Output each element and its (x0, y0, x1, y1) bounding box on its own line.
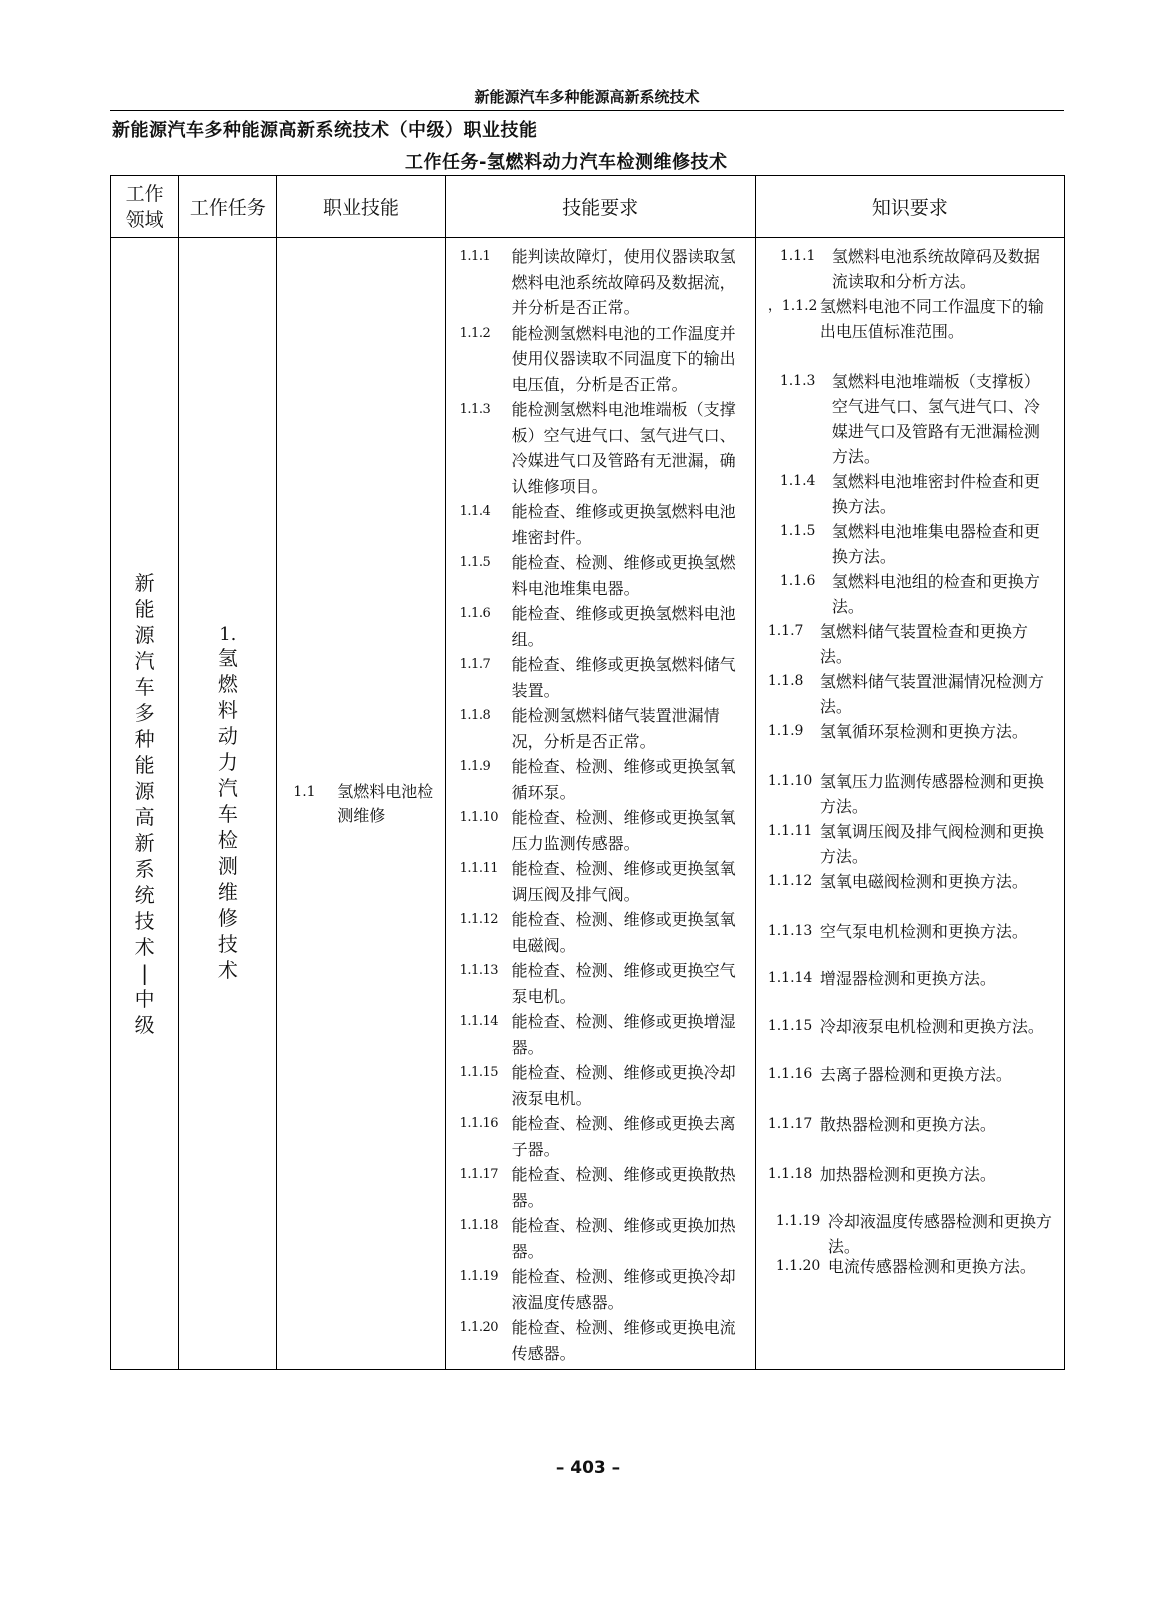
skill-requirement-number: 1.1.3 (459, 402, 491, 417)
skill-requirement-item (446, 1060, 755, 1111)
knowledge-requirement-text: 去离子器检测和更换方法。 (819, 1065, 1012, 1084)
work-task-char: 维 (217, 880, 238, 904)
skill-requirement-item (446, 321, 755, 398)
skill-cell (277, 238, 445, 1370)
knowledge-requirement-text: 氢燃料电池堆密封件检查和更换方法。 (831, 472, 1040, 516)
skill-requirement-number: 1.1.10 (459, 810, 498, 825)
knowledge-requirement-text: 氢燃料电池系统故障码及数据流读取和分析方法。 (831, 247, 1040, 291)
knowledge-requirement-number: 1.1.9 (767, 723, 804, 739)
knowledge-requirement-text: 冷却液温度传感器检测和更换方法。 (827, 1212, 1052, 1256)
skill-requirement-number: 1.1.9 (459, 759, 491, 774)
skill-requirement-text: 能检查、检测、维修或更换氢燃料电池堆集电器。 (511, 553, 736, 598)
work-task-char: 技 (217, 932, 238, 956)
work-area-char: 源 (134, 622, 155, 647)
knowledge-requirement-item (768, 294, 1060, 344)
table-row (111, 238, 1065, 1370)
knowledge-requirement-item (768, 819, 1060, 869)
header-skill-requirements: 技能要求 (445, 176, 755, 238)
task-number: 1. (219, 624, 237, 645)
knowledge-requirement-text: 氢氧压力监测传感器检测和更换方法。 (819, 772, 1044, 816)
header-knowledge-requirements: 知识要求 (755, 176, 1064, 238)
work-task-char: 力 (217, 750, 238, 774)
work-area-cell (111, 238, 179, 1370)
knowledge-requirement-number: 1.1.14 (767, 970, 813, 986)
knowledge-requirement-text: 电流传感器检测和更换方法。 (827, 1257, 1036, 1276)
work-area-char: 新 (134, 830, 155, 855)
knowledge-requirements-cell (755, 238, 1064, 1370)
knowledge-requirement-item (768, 769, 1060, 819)
skill-requirement-text: 能检查、检测、维修或更换氢氧电磁阀。 (511, 910, 736, 955)
skill-requirement-number: 1.1.17 (459, 1167, 498, 1182)
work-area-char: 源 (134, 778, 155, 803)
skill-requirement-number: 1.1.4 (459, 504, 491, 519)
skill-requirement-item (446, 1315, 755, 1366)
knowledge-requirement-text: 氢燃料电池组的检查和更换方法。 (831, 572, 1040, 616)
skill-requirement-text: 能检查、检测、维修或更换电流传感器。 (511, 1318, 736, 1363)
work-area-char: 高 (134, 804, 155, 829)
skill-requirement-number: 1.1.19 (459, 1269, 498, 1284)
skill-requirement-text: 能检测氢燃料电池堆端板（支撑板）空气进气口、氢气进气口、冷媒进气口及管路有无泄漏，确认维修项目。 (511, 400, 736, 496)
header-work-area-line1: 工作 (125, 182, 164, 205)
header-work-task: 工作任务 (179, 176, 277, 238)
knowledge-requirement-item (780, 569, 1060, 619)
skill-requirement-text: 能检查、检测、维修或更换氢氧调压阀及排气阀。 (511, 859, 736, 904)
skill-requirement-number: 1.1.8 (459, 708, 491, 723)
knowledge-requirement-item (768, 919, 1060, 944)
skill-requirement-text: 能检查、检测、维修或更换增湿器。 (511, 1012, 736, 1057)
work-task-char: 动 (217, 724, 238, 748)
knowledge-requirement-item (768, 669, 1060, 719)
skill-requirement-text: 能检查、检测、维修或更换加热器。 (511, 1216, 736, 1261)
skill-requirement-number: 1.1.2 (459, 325, 491, 341)
work-task-char: 汽 (217, 776, 238, 800)
work-area-char: 技 (134, 908, 155, 933)
skill-requirement-number: 1.1.5 (459, 555, 491, 570)
knowledge-requirement-number: 1.1.15 (767, 1018, 813, 1034)
skill-requirement-item (446, 754, 755, 805)
knowledge-requirement-text: 增湿器检测和更换方法。 (819, 969, 996, 988)
page-number: – 403 – (555, 1458, 621, 1478)
knowledge-requirement-item (768, 869, 1060, 894)
work-area-char: 能 (134, 596, 155, 621)
skill-requirement-item (446, 499, 755, 550)
knowledge-requirement-item (780, 519, 1060, 569)
knowledge-requirement-item (768, 966, 1060, 991)
task-title: 工作任务-氢燃料动力汽车检测维修技术 (405, 152, 728, 173)
knowledge-requirement-item (780, 244, 1060, 294)
knowledge-requirement-number: 1.1.18 (767, 1166, 813, 1182)
skill-requirement-item (446, 550, 755, 601)
knowledge-requirement-text: 空气泵电机检测和更换方法。 (819, 922, 1028, 941)
skill-requirement-text: 能检查、检测、维修或更换去离子器。 (511, 1114, 736, 1159)
skill-requirement-number: 1.1.14 (459, 1014, 498, 1029)
knowledge-requirement-text: 氢燃料储气装置泄漏情况检测方法。 (819, 672, 1044, 716)
knowledge-requirement-number: 1.1.12 (767, 873, 813, 889)
work-task-char: 测 (217, 854, 238, 878)
knowledge-requirement-item (780, 369, 1060, 469)
skill-requirement-text: 能检查、检测、维修或更换散热器。 (511, 1165, 736, 1210)
work-task-char: 修 (217, 906, 238, 930)
skill-requirement-text: 能检查、检测、维修或更换空气泵电机。 (511, 961, 736, 1006)
skill-requirement-text: 能检查、维修或更换氢燃料储气装置。 (511, 655, 736, 700)
knowledge-requirement-number: 1.1.11 (767, 823, 813, 839)
skill-requirement-item (446, 397, 755, 499)
knowledge-requirement-text: 氢氧调压阀及排气阀检测和更换方法。 (819, 822, 1044, 866)
skill-requirement-number: 1.1.18 (459, 1218, 498, 1233)
work-task-char: 术 (217, 958, 238, 982)
knowledge-requirement-number: 1.1.4 (779, 473, 816, 489)
header-work-area-line2: 领域 (125, 208, 164, 231)
work-task-char: 车 (217, 802, 238, 826)
knowledge-requirement-number: 1.1.13 (767, 923, 813, 939)
knowledge-requirement-text: 氢燃料电池堆集电器检查和更换方法。 (831, 522, 1040, 566)
work-task-char: 燃 (217, 672, 238, 696)
skill-requirement-item (446, 856, 755, 907)
work-area-char: 系 (134, 856, 155, 881)
knowledge-requirement-item (768, 719, 1060, 744)
skill-requirements-cell (445, 238, 755, 1370)
knowledge-requirement-number: 1.1.10 (767, 773, 813, 789)
work-area-char: | (141, 960, 149, 985)
work-area-char: 新 (134, 570, 155, 595)
skill-requirement-number: 1.1.12 (459, 912, 498, 927)
work-area-vertical-text (133, 570, 157, 1038)
skill-requirement-number: 1.1.13 (459, 963, 498, 978)
skill-requirement-number: 1.1.11 (459, 861, 498, 876)
knowledge-requirement-item (780, 469, 1060, 519)
knowledge-requirement-item (768, 1112, 1060, 1137)
work-task-cell (179, 238, 277, 1370)
work-task-char: 氢 (217, 646, 238, 670)
knowledge-requirement-number: ，1.1.2 (767, 298, 818, 314)
skill-requirement-text: 能检查、检测、维修或更换冷却液温度传感器。 (511, 1267, 736, 1312)
skill-requirement-item (446, 958, 755, 1009)
work-task-char: 料 (217, 698, 238, 722)
knowledge-requirement-number: 1.1.3 (779, 373, 816, 389)
skill-requirement-item (446, 244, 755, 321)
knowledge-requirement-text: 氢燃料电池堆端板（支撑板）空气进气口、氢气进气口、冷媒进气口及管路有无泄漏检测方法。 (831, 372, 1040, 466)
knowledge-requirement-item (776, 1254, 1060, 1279)
skill-requirement-item (446, 805, 755, 856)
knowledge-requirement-number: 1.1.6 (779, 573, 816, 589)
skill-requirement-text: 能检测氢燃料电池的工作温度并使用仪器读取不同温度下的输出电压值，分析是否正常。 (511, 323, 736, 394)
knowledge-requirement-text: 氢燃料储气装置检查和更换方法。 (819, 622, 1028, 666)
skill-requirement-item (446, 1111, 755, 1162)
knowledge-requirement-text: 冷却液泵电机检测和更换方法。 (819, 1017, 1044, 1036)
work-area-char: 统 (134, 882, 155, 907)
work-area-char: 术 (134, 934, 155, 959)
skill-number: 1.1 (293, 783, 316, 800)
skill-requirement-item (446, 703, 755, 754)
document-title: 新能源汽车多种能源高新系统技术（中级）职业技能 (112, 120, 538, 141)
knowledge-requirement-text: 散热器检测和更换方法。 (819, 1115, 996, 1134)
knowledge-requirement-text: 氢氧电磁阀检测和更换方法。 (819, 872, 1028, 891)
skill-requirement-number: 1.1.15 (459, 1065, 498, 1080)
knowledge-requirement-item (776, 1209, 1060, 1259)
skill-requirement-item (446, 907, 755, 958)
knowledge-requirement-number: 1.1.20 (775, 1258, 821, 1274)
skill-requirement-text: 能检测氢燃料储气装置泄漏情况，分析是否正常。 (511, 706, 720, 751)
skill-requirement-text: 能检查、检测、维修或更换氢氧压力监测传感器。 (511, 808, 736, 853)
skill-requirement-text: 能检查、维修或更换氢燃料电池堆密封件。 (511, 502, 736, 547)
header-rule (110, 110, 1064, 111)
skill-requirement-item (446, 601, 755, 652)
work-area-char: 能 (134, 752, 155, 777)
skill-requirement-number: 1.1.7 (459, 657, 491, 672)
header-skill: 职业技能 (277, 176, 445, 238)
knowledge-requirement-item (768, 1162, 1060, 1187)
knowledge-requirement-item (768, 1014, 1060, 1039)
skill-requirement-text: 能检查、检测、维修或更换氢氧循环泵。 (511, 757, 736, 802)
work-area-char: 中 (134, 986, 155, 1011)
work-area-char: 种 (134, 726, 155, 751)
skill-requirement-item (446, 1213, 755, 1264)
header-work-area (111, 176, 179, 238)
skill-requirement-item (446, 1162, 755, 1213)
skill-requirement-number: 1.1.1 (459, 249, 491, 264)
skill-label: 氢燃料电池检测维修 (337, 781, 434, 825)
knowledge-requirement-text: 氢氧循环泵检测和更换方法。 (819, 722, 1028, 741)
work-area-char: 级 (134, 1012, 155, 1037)
knowledge-requirement-item (768, 619, 1060, 669)
skill-requirement-text: 能检查、检测、维修或更换冷却液泵电机。 (511, 1063, 736, 1108)
work-area-char: 汽 (134, 648, 155, 673)
work-task-char: 检 (217, 828, 238, 852)
knowledge-requirement-number: 1.1.7 (767, 623, 804, 639)
skill-requirement-text: 能检查、维修或更换氢燃料电池组。 (511, 604, 736, 649)
knowledge-requirement-number: 1.1.16 (767, 1066, 813, 1082)
skill-requirement-item (446, 1009, 755, 1060)
skill-requirement-item (446, 652, 755, 703)
skill-requirement-item (446, 1264, 755, 1315)
knowledge-requirement-text: 加热器检测和更换方法。 (819, 1165, 996, 1184)
skills-table (110, 175, 1065, 1370)
knowledge-requirement-number: 1.1.17 (767, 1116, 813, 1132)
table-header-row (111, 176, 1065, 238)
knowledge-requirement-number: 1.1.19 (775, 1213, 821, 1229)
knowledge-requirement-number: 1.1.8 (767, 673, 804, 689)
skill-requirement-text: 能判读故障灯，使用仪器读取氢燃料电池系统故障码及数据流，并分析是否正常。 (511, 247, 736, 317)
knowledge-requirement-item (768, 1062, 1060, 1087)
skill-requirement-number: 1.1.16 (459, 1116, 498, 1131)
skill-requirement-number: 1.1.6 (459, 606, 491, 621)
running-header: 新能源汽车多种能源高新系统技术 (474, 88, 700, 106)
knowledge-requirement-number: 1.1.5 (779, 523, 816, 539)
skill-requirement-number: 1.1.20 (459, 1320, 498, 1335)
work-area-char: 车 (134, 674, 155, 699)
work-area-char: 多 (134, 700, 155, 725)
knowledge-requirement-number: 1.1.1 (779, 248, 816, 264)
work-task-vertical-text (216, 645, 240, 983)
knowledge-requirement-text: 氢燃料电池不同工作温度下的输出电压值标准范围。 (819, 297, 1044, 341)
